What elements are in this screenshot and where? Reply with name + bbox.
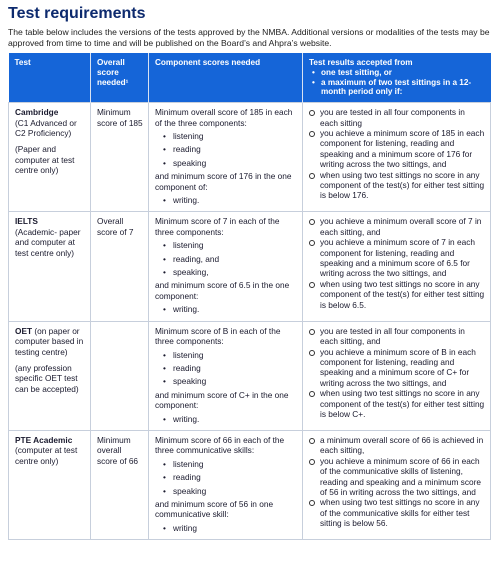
result-condition: you achieve a minimum score of 185 in each component for listening, reading and speaking and a minimum score of 176 for writing across the two sittings, and xyxy=(309,128,485,170)
component-intro: Minimum score of 66 in each of the three communicative skills: xyxy=(155,434,285,456)
header-results-intro: Test results accepted from xyxy=(309,58,413,67)
result-condition: when using two test sittings no score in any component of the test(s) for either test sitting is below 176. xyxy=(309,170,485,201)
component-item: • reading xyxy=(155,472,297,482)
result-condition: when using two test sittings no score in any component of the test(s) for either test sitting is below C+. xyxy=(309,388,485,419)
component-mid: and minimum score of 176 in the one component of: xyxy=(155,171,292,192)
component-intro: Minimum overall score of 185 in each of the three components: xyxy=(155,107,293,128)
header-overall: Overall score needed¹ xyxy=(91,53,149,103)
component-item: • listening xyxy=(155,459,297,469)
component-item: • listening xyxy=(155,131,297,141)
overall-score-cell: Minimum overall score of 66 xyxy=(91,430,149,539)
overall-score-cell xyxy=(91,321,149,430)
header-results xyxy=(303,53,491,103)
component-item: • writing xyxy=(155,523,297,533)
component-item: • writing. xyxy=(155,304,297,314)
table-row xyxy=(9,103,491,212)
component-item: • speaking xyxy=(155,486,297,496)
test-note: (Paper and computer at test centre only) xyxy=(15,144,75,176)
result-condition: a minimum overall score of 66 is achieved in each sitting, xyxy=(309,435,485,456)
component-scores-cell xyxy=(149,103,303,212)
test-variant: (on paper or computer based in testing centre) xyxy=(15,325,84,357)
test-name-cell xyxy=(9,430,91,539)
component-item: • listening xyxy=(155,350,297,360)
component-item: • speaking xyxy=(155,376,297,386)
page-title: Test requirements xyxy=(8,5,146,22)
test-variant: (Academic- paper and computer at test centre only) xyxy=(15,226,81,258)
header-results-option-1: • one test sitting, or xyxy=(309,68,486,78)
overall-score-cell: Minimum score of 185 xyxy=(91,103,149,212)
requirements-table xyxy=(8,53,491,540)
test-name-cell xyxy=(9,321,91,430)
test-variant: (computer at test centre only) xyxy=(15,445,78,466)
header-component: Component scores needed xyxy=(149,53,303,103)
header-test: Test xyxy=(9,53,91,103)
results-cell xyxy=(303,321,491,430)
result-condition: you are tested in all four components in each sitting, and xyxy=(309,326,485,347)
component-item: • reading, and xyxy=(155,254,297,264)
test-name-cell xyxy=(9,212,91,321)
result-condition: you achieve a minimum score of B in each component for listening, reading and speaking and a minimum score of C+ for writing across the two sittings, and xyxy=(309,347,485,389)
component-mid: and minimum score of C+ in the one component: xyxy=(155,389,289,411)
result-condition: you are tested in all four components in each sitting xyxy=(309,107,485,128)
test-name: Cambridge xyxy=(15,107,59,118)
result-condition: when using two test sittings no score in any component of the test(s) for either test sitting is below 6.5. xyxy=(309,279,485,310)
component-scores-cell xyxy=(149,430,303,539)
component-mid: and minimum score of 56 in one communicative skill: xyxy=(155,498,274,520)
table-row xyxy=(9,212,491,321)
results-cell xyxy=(303,103,491,212)
component-intro: Minimum score of B in each of the three components: xyxy=(155,325,281,347)
result-condition: you achieve a minimum score of 7 in each component for listening, reading and speaking and a minimum score of 6.5 for writing across the two sittings, and xyxy=(309,237,485,279)
test-variant: (C1 Advanced or C2 Proficiency) xyxy=(15,117,77,138)
component-item: • writing. xyxy=(155,414,297,424)
component-mid: and minimum score of 6.5 in the one component: xyxy=(155,280,290,301)
component-intro: Minimum score of 7 in each of the three components: xyxy=(155,216,280,237)
test-note: (any profession specific OET test can be accepted) xyxy=(15,362,79,394)
component-scores-cell xyxy=(149,321,303,430)
result-condition: you achieve a minimum overall score of 7 in each sitting, and xyxy=(309,216,485,237)
component-item: • reading xyxy=(155,363,297,373)
header-results-option-2: • a maximum of two test sittings in a 12-month period only if: xyxy=(309,78,486,98)
component-item: • reading xyxy=(155,144,297,154)
results-cell xyxy=(303,430,491,539)
table-header-row xyxy=(9,53,491,103)
test-name: IELTS xyxy=(15,216,38,227)
test-name: PTE Academic xyxy=(15,434,73,445)
table-row xyxy=(9,430,491,539)
intro-paragraph: The table below includes the versions of the tests approved by the NMBA. Additional versions or modalities of the tests may be approved from time to time and will be published on the Board’s and Ahpra’s website. xyxy=(8,27,490,48)
results-cell xyxy=(303,212,491,321)
component-item: • speaking xyxy=(155,158,297,168)
test-name: OET xyxy=(15,325,33,336)
result-condition: you achieve a minimum score of 66 in each of the communicative skills of listening, reading and speaking and a minimum score of 56 in writing across the two sittings, and xyxy=(309,456,485,498)
result-condition: when using two test sittings no score in any of the communicative skills for either test sitting is below 56. xyxy=(309,497,485,528)
overall-score-cell: Overall score of 7 xyxy=(91,212,149,321)
test-name-cell xyxy=(9,103,91,212)
component-item: • listening xyxy=(155,240,297,250)
table-row xyxy=(9,321,491,430)
component-item: • writing. xyxy=(155,195,297,205)
component-item: • speaking, xyxy=(155,267,297,277)
component-scores-cell xyxy=(149,212,303,321)
